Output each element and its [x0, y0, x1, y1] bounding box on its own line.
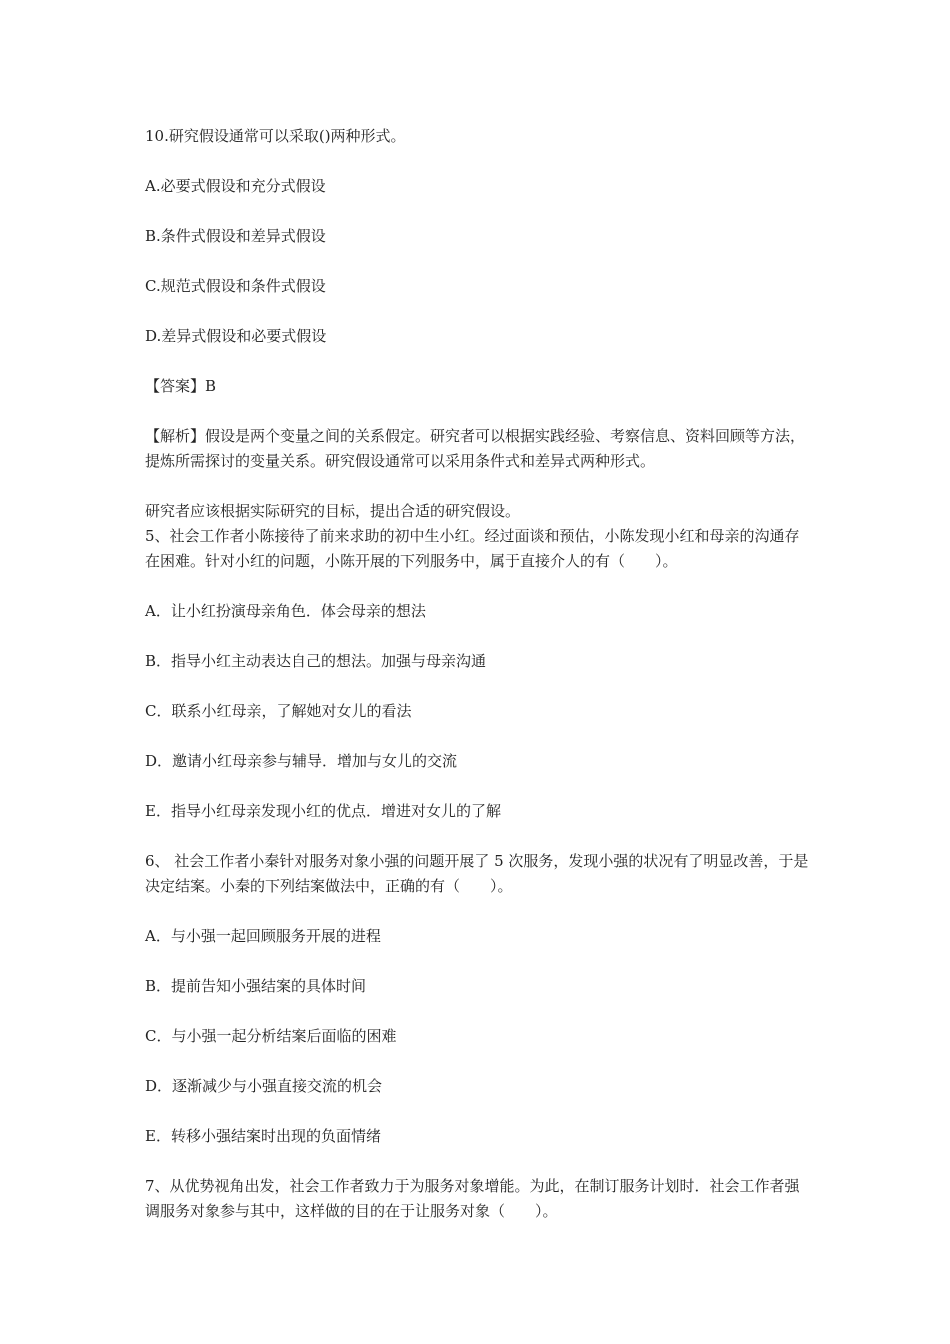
question-5-option-d: D．邀请小红母亲参与辅导．增加与女儿的交流 — [145, 752, 458, 770]
question-5-option-a: A．让小红扮演母亲角色．体会母亲的想法 — [145, 602, 426, 620]
question-5-option-e: E．指导小红母亲发现小红的优点．增进对女儿的了解 — [145, 802, 501, 820]
question-10-option-a: A.必要式假设和充分式假设 — [145, 177, 326, 195]
question-10-answer: 【答案】B — [145, 377, 217, 395]
question-6-stem: 6、 社会工作者小秦针对服务对象小强的问题开展了 5 次服务，发现小强的状况有了明显改善，于是决定结案。小秦的下列结案做法中，正确的有（ ）。 — [145, 852, 809, 895]
question-6-option-b: B．提前告知小强结案的具体时间 — [145, 977, 367, 995]
question-6-option-e: E．转移小强结案时出现的负面情绪 — [145, 1127, 381, 1145]
question-5-stem: 5、社会工作者小陈接待了前来求助的初中生小红。经过面谈和预估，小陈发现小红和母亲的沟通存在困难。针对小红的问题，小陈开展的下列服务中，属于直接介人的有（ ）。 — [145, 527, 800, 570]
question-6-option-c: C．与小强一起分析结案后面临的困难 — [145, 1027, 397, 1045]
question-10-option-b: B.条件式假设和差异式假设 — [145, 227, 326, 245]
question-10-analysis-continued: 研究者应该根据实际研究的目标，提出合适的研究假设。 — [145, 502, 521, 520]
question-6-option-a: A．与小强一起回顾服务开展的进程 — [145, 927, 381, 945]
question-5-option-b: B．指导小红主动表达自己的想法。加强与母亲沟通 — [145, 652, 487, 670]
question-7-stem: 7、从优势视角出发，社会工作者致力于为服务对象增能。为此，在制订服务计划时．社会工作者强调服务对象参与其中，这样做的目的在于让服务对象（ ）。 — [145, 1177, 800, 1220]
question-5-option-c: C．联系小红母亲，了解她对女儿的看法 — [145, 702, 412, 720]
question-10-analysis: 【解析】假设是两个变量之间的关系假定。研究者可以根据实践经验、考察信息、资料回顾等方法，提炼所需探讨的变量关系。研究假设通常可以采用条件式和差异式两种形式。 — [145, 427, 806, 470]
question-6-option-d: D．逐渐减少与小强直接交流的机会 — [145, 1077, 383, 1095]
question-10-option-d: D.差异式假设和必要式假设 — [145, 327, 327, 345]
document-page — [145, 124, 810, 1249]
question-10-stem: 10.研究假设通常可以采取()两种形式。 — [145, 127, 406, 145]
question-10-option-c: C.规范式假设和条件式假设 — [145, 277, 326, 295]
